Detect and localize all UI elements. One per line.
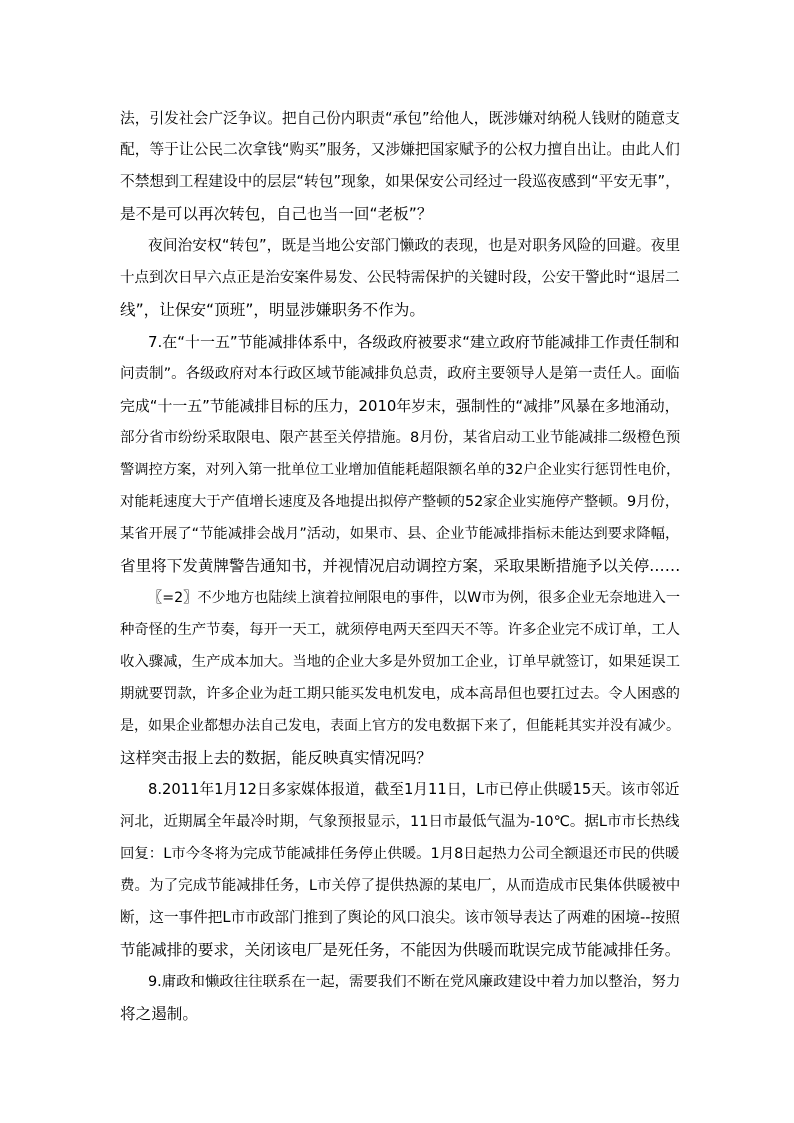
text-line: 完成“十一五”节能减排目标的压力，2010年岁末，强制性的“减排”风暴在多地涌动， bbox=[120, 397, 680, 415]
text-line: 种奇怪的生产节奏，每开一天工，就须停电两天至四天不等。许多企业完不成订单，工人 bbox=[120, 622, 681, 638]
text-line: 部分省市纷纷采取限电、限产甚至关停措施。8月份，某省启动工业节能减排二级橙色预 bbox=[120, 430, 681, 446]
text-line: 是不是可以再次转包，自己也当一回“老板”？ bbox=[120, 205, 433, 223]
text-line: 省里将下发黄牌警告通知书，并视情况启动调控方案，采取果断措施予以关停…… bbox=[120, 557, 681, 575]
text-line: 断，这一事件把L市市政部门推到了舆论的风口浪尖。该市领导表达了两难的困境--按照 bbox=[120, 909, 680, 926]
text-line: 节能减排的要求，关闭该电厂是死任务，不能因为供暖而耽误完成节能减排任务。 bbox=[120, 941, 681, 959]
text-line: 夜间治安权“转包”，既是当地公安部门懒政的表现，也是对职务风险的回避。夜里 bbox=[148, 237, 681, 254]
text-line: 不禁想到工程建设中的层层“转包”现象，如果保安公司经过一段巡夜感到“平安无事”， bbox=[120, 173, 680, 190]
text-line: 费。为了完成节能减排任务，L市关停了提供热源的某电厂，从而造成市民集体供暖被中 bbox=[120, 878, 681, 894]
text-line: 是，如果企业都想办法自己发电，表面上官方的发电数据下来了，但能耗其实并没有减少。 bbox=[120, 718, 680, 734]
text-line: 8.2011年1月12日多家媒体报道，截至1月11日，L市已停止供暖15天。该市邻近 bbox=[148, 781, 680, 798]
text-line: 十点到次日早六点正是治安案件易发、公民特需保护的关键时段，公安干警此时“退居二 bbox=[120, 270, 680, 286]
text-line: 收入骤减，生产成本加大。当地的企业大多是外贸加工企业，订单早就签订，如果延误工 bbox=[120, 654, 681, 670]
text-line: 河北，近期属全年最冷时期，气象预报显示，11日市最低气温为-10℃。据L市市长热线 bbox=[120, 814, 680, 830]
text-line: 某省开展了“节能减排会战月”活动，如果市、县、企业节能减排指标未能达到要求降幅， bbox=[120, 526, 680, 542]
text-line: 期就要罚款，许多企业为赶工期只能买发电机发电，成本高昂但也要扛过去。令人困惑的 bbox=[120, 686, 681, 702]
text-line: 回复：L市今冬将为完成节能减排任务停止供暖。1月8日起热力公司全额退还市民的供暖 bbox=[120, 846, 680, 862]
text-line: 问责制”。各级政府对本行政区域节能减排负总责，政府主要领导人是第一责任人。面临 bbox=[120, 366, 680, 382]
text-line: 线”，让保安“顶班”，明显涉嫌职务不作为。 bbox=[120, 301, 425, 319]
text-line: 这样突击报上去的数据，能反映真实情况吗？ bbox=[120, 749, 432, 767]
text-line: 法，引发社会广泛争议。把自己份内职责“承包”给他人，既涉嫌对纳税人钱财的随意支 bbox=[120, 110, 680, 127]
text-line: 7.在“十一五”节能减排体系中，各级政府被要求“建立政府节能减排工作责任制和 bbox=[148, 333, 680, 351]
text-line: 警调控方案，对列入第一批单位工业增加值能耗超限额名单的32户企业实行惩罚性电价， bbox=[120, 462, 681, 478]
text-line: 〖=2〗不少地方也陆续上演着拉闸限电的事件，以W市为例，很多企业无奈地进入一 bbox=[148, 590, 681, 606]
text-line: 对能耗速度大于产值增长速度及各地提出拟停产整顿的52家企业实施停产整顿。9月份， bbox=[120, 494, 680, 510]
text-line: 9.庸政和懒政往往联系在一起，需要我们不断在党风廉政建设中着力加以整治，努力 bbox=[148, 974, 681, 990]
text-line: 配，等于让公民二次拿钱“购买”服务，又涉嫌把国家赋予的公权力擅自出让。由此人们 bbox=[120, 141, 680, 158]
text-line: 将之遏制。 bbox=[120, 1005, 198, 1023]
